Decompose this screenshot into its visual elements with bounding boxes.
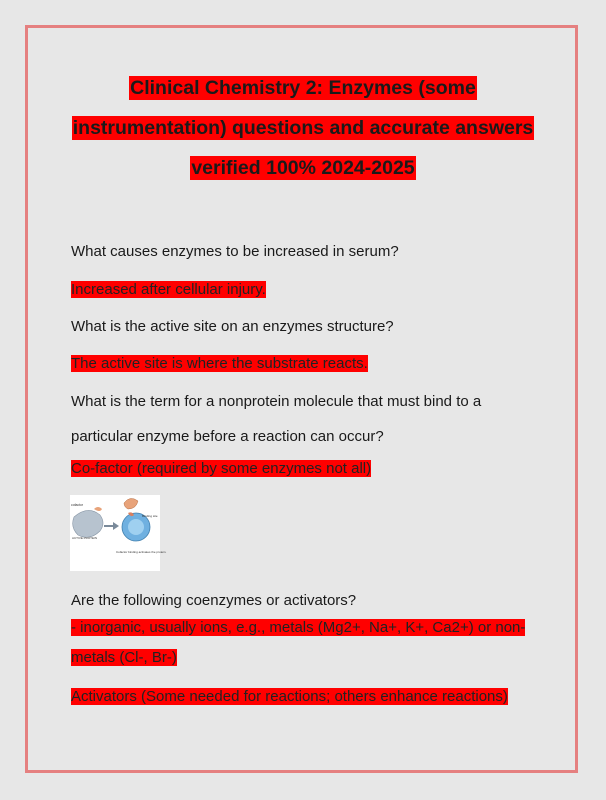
inactive-protein-shape: [73, 510, 103, 537]
title-line-2: instrumentation) questions and accurate answers: [72, 117, 534, 139]
cofactor-shape-left: [94, 507, 102, 511]
question-2: What is the active site on an enzymes structure?: [71, 318, 394, 335]
arrow-head: [113, 522, 119, 530]
answer-3: Co-factor (required by some enzymes not all): [71, 460, 372, 477]
answer-4: Activators (Some needed for reactions; others enhance reactions): [71, 688, 508, 705]
diagram-label-active-protein: ACTIVE PROTEIN: [72, 536, 98, 540]
q4-item-line-1: - inorganic, usually ions, e.g., metals (Mg2+, Na+, K+, Ca2+) or non-: [71, 619, 526, 636]
answer-1: Increased after cellular injury.: [71, 281, 266, 298]
active-protein-core: [128, 519, 144, 535]
q4-item-line-2: metals (Cl-, Br-): [71, 649, 177, 666]
diagram-label-caption: Cofactor binding activates the protein.: [116, 550, 167, 554]
diagram-label-binding-site: Binding site: [142, 514, 158, 518]
question-3-line-2: particular enzyme before a reaction can occur?: [71, 428, 384, 445]
title-line-1: Clinical Chemistry 2: Enzymes (some: [130, 77, 476, 99]
question-4: Are the following coenzymes or activators?: [71, 592, 357, 609]
cofactor-diagram: [70, 495, 167, 571]
question-1: What causes enzymes to be increased in serum?: [71, 243, 399, 260]
document-title: [40, 68, 566, 188]
diagram-label-cofactor: cofactor: [71, 503, 84, 507]
title-line-3: verified 100% 2024-2025: [191, 157, 415, 179]
answer-2: The active site is where the substrate reacts.: [71, 355, 368, 372]
question-3-line-1: What is the term for a nonprotein molecule that must bind to a: [71, 393, 482, 410]
cofactor-shape-bound: [124, 498, 138, 509]
cofactor-diagram-svg: [70, 495, 167, 571]
question-3: [71, 384, 481, 454]
question-4-items: [71, 613, 525, 673]
